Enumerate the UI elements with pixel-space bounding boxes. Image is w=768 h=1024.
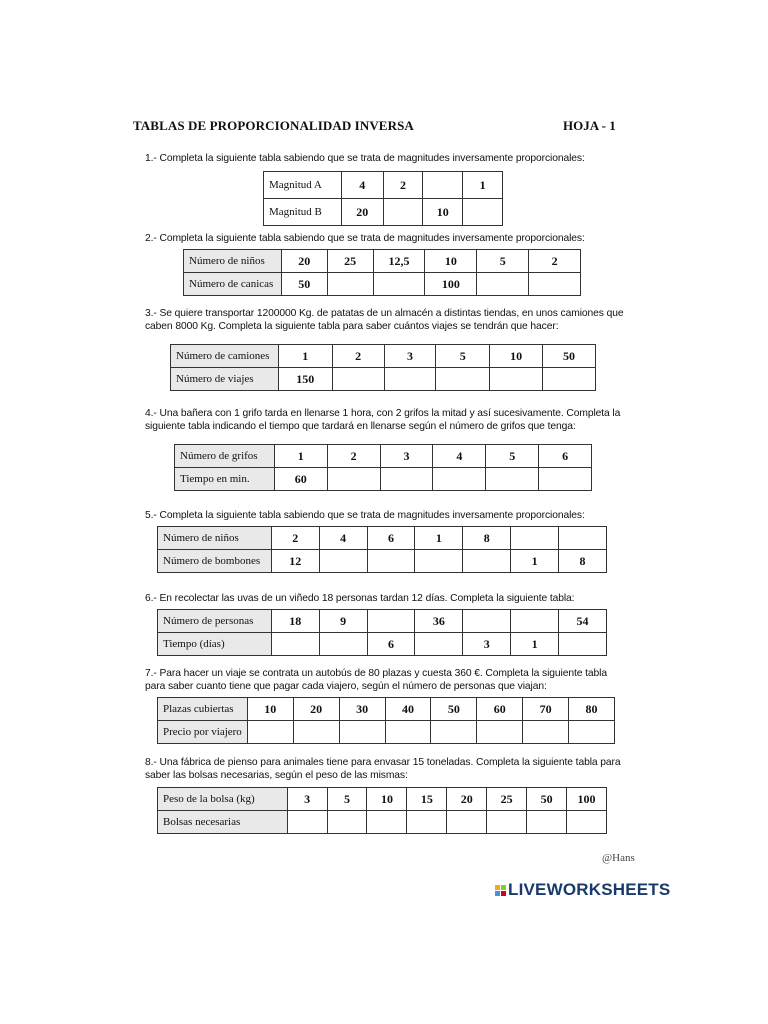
exercise-1-text: 1.- Completa la siguiente tabla sabiendo que se trata de magnitudes inversamente proporcionales: (145, 153, 585, 164)
table-cell: 4 (433, 445, 486, 468)
table-cell: 18 (271, 610, 319, 633)
answer-cell[interactable] (380, 468, 433, 491)
row-label: Número de personas (158, 610, 272, 633)
answer-cell[interactable] (327, 468, 380, 491)
row-label: Número de canicas (184, 273, 282, 296)
exercise-1-table (263, 171, 503, 226)
table-cell: 1 (278, 345, 332, 368)
exercise-4-table (174, 444, 592, 491)
table-cell: 10 (490, 345, 543, 368)
answer-cell[interactable] (293, 721, 339, 744)
row-label: Número de viajes (171, 368, 279, 391)
answer-cell[interactable] (415, 633, 463, 656)
row-label: Precio por viajero (158, 721, 248, 744)
table-cell: 2 (383, 172, 423, 199)
answer-cell[interactable] (447, 811, 487, 834)
answer-cell[interactable] (477, 273, 529, 296)
table-cell: 3 (463, 633, 511, 656)
table-cell: 2 (529, 250, 581, 273)
table-cell: 50 (543, 345, 596, 368)
table-cell: 2 (271, 527, 319, 550)
answer-cell[interactable] (367, 550, 415, 573)
table-cell: 150 (278, 368, 332, 391)
answer-cell[interactable] (319, 633, 367, 656)
table-cell: 20 (281, 250, 327, 273)
row-label: Tiempo en min. (175, 468, 275, 491)
answer-cell[interactable] (529, 273, 581, 296)
answer-cell[interactable] (523, 721, 569, 744)
table-cell: 5 (486, 445, 539, 468)
answer-cell[interactable] (487, 811, 527, 834)
table-cell: 12 (271, 550, 319, 573)
table-cell: 54 (559, 610, 607, 633)
table-cell: 12,5 (373, 250, 425, 273)
table-cell: 20 (447, 788, 487, 811)
exercise-2-text: 2.- Completa la siguiente tabla sabiendo que se trata de magnitudes inversamente proporcionales: (145, 233, 585, 244)
table-cell: 20 (293, 698, 339, 721)
row-label: Plazas cubiertas (158, 698, 248, 721)
table-cell: 80 (569, 698, 615, 721)
table-cell: 1 (463, 172, 503, 199)
table-cell: 1 (274, 445, 327, 468)
exercise-5-text: 5.- Completa la siguiente tabla sabiendo que se trata de magnitudes inversamente proporcionales: (145, 510, 585, 521)
answer-cell[interactable] (569, 721, 615, 744)
answer-cell[interactable] (477, 721, 523, 744)
exercise-6-text: 6.- En recolectar las uvas de un viñedo 18 personas tardan 12 días. Completa la siguiente tabla: (145, 593, 575, 604)
answer-cell[interactable] (527, 811, 567, 834)
answer-cell[interactable] (543, 368, 596, 391)
answer-cell[interactable] (384, 368, 436, 391)
liveworksheets-icon (495, 885, 506, 896)
table-cell: 60 (477, 698, 523, 721)
row-label: Número de camiones (171, 345, 279, 368)
table-cell: 1 (511, 550, 559, 573)
table-cell: 4 (341, 172, 383, 199)
table-cell: 8 (559, 550, 607, 573)
row-label: Tiempo (días) (158, 633, 272, 656)
table-cell: 70 (523, 698, 569, 721)
answer-cell[interactable] (327, 273, 373, 296)
exercise-2-table (183, 249, 581, 296)
table-cell: 15 (407, 788, 447, 811)
table-cell: 25 (487, 788, 527, 811)
exercise-3-text: 3.- Se quiere transportar 1200000 Kg. de patatas de un almacén a distintas tiendas, en unos camiones que caben 8000 Kg. Completa la siguiente tabla para saber cuántos viajes se tendrán que hacer: (145, 308, 624, 332)
answer-cell[interactable] (463, 199, 503, 226)
row-label: Número de niños (158, 527, 272, 550)
table-cell: 3 (287, 788, 327, 811)
table-cell: 10 (423, 199, 463, 226)
exercise-8-table (157, 787, 607, 834)
table-cell: 3 (380, 445, 433, 468)
table-cell: 60 (274, 468, 327, 491)
table-cell: 50 (431, 698, 477, 721)
table-cell: 2 (332, 345, 384, 368)
row-label: Número de bombones (158, 550, 272, 573)
page-title: TABLAS DE PROPORCIONALIDAD INVERSA (133, 118, 414, 133)
answer-cell[interactable] (463, 550, 511, 573)
row-label: Magnitud B (264, 199, 342, 226)
row-label: Peso de la bolsa (kg) (158, 788, 288, 811)
table-cell: 50 (281, 273, 327, 296)
sheet-label: HOJA - 1 (563, 118, 616, 133)
table-cell: 6 (367, 527, 415, 550)
table-cell: 40 (385, 698, 431, 721)
exercise-6-table (157, 609, 607, 656)
table-cell: 5 (327, 788, 367, 811)
table-cell: 25 (327, 250, 373, 273)
answer-cell[interactable] (567, 811, 607, 834)
answer-cell[interactable] (436, 368, 490, 391)
answer-cell[interactable] (367, 811, 407, 834)
answer-cell[interactable] (490, 368, 543, 391)
table-cell: 6 (367, 633, 415, 656)
table-cell: 8 (463, 527, 511, 550)
row-label: Número de grifos (175, 445, 275, 468)
answer-cell[interactable] (433, 468, 486, 491)
answer-cell[interactable] (339, 721, 385, 744)
table-cell: 9 (319, 610, 367, 633)
table-cell: 5 (436, 345, 490, 368)
answer-cell[interactable] (559, 633, 607, 656)
table-cell: 20 (341, 199, 383, 226)
answer-cell[interactable] (319, 550, 367, 573)
answer-cell[interactable] (463, 610, 511, 633)
brand-text: LIVEWORKSHEETS (508, 880, 671, 899)
exercise-7-table (157, 697, 615, 744)
table-cell: 100 (567, 788, 607, 811)
answer-cell[interactable] (287, 811, 327, 834)
answer-cell[interactable] (539, 468, 592, 491)
row-label: Magnitud A (264, 172, 342, 199)
answer-cell[interactable] (383, 199, 423, 226)
table-cell: 2 (327, 445, 380, 468)
answer-cell[interactable] (327, 811, 367, 834)
answer-cell[interactable] (431, 721, 477, 744)
liveworksheets-logo[interactable] (495, 880, 670, 900)
table-cell: 36 (415, 610, 463, 633)
exercise-8-text: 8.- Una fábrica de pienso para animales tiene para envasar 15 toneladas. Completa la siguiente tabla para saber las bolsas necesarias, según el peso de las mismas: (145, 757, 621, 781)
answer-cell[interactable] (247, 721, 293, 744)
answer-cell[interactable] (423, 172, 463, 199)
answer-cell[interactable] (415, 550, 463, 573)
table-cell: 30 (339, 698, 385, 721)
exercise-3-table (170, 344, 596, 391)
author-signature: @Hans (602, 852, 635, 864)
exercise-5-table (157, 526, 607, 573)
answer-cell[interactable] (559, 527, 607, 550)
answer-cell[interactable] (486, 468, 539, 491)
table-cell: 1 (511, 633, 559, 656)
answer-cell[interactable] (271, 633, 319, 656)
table-cell: 10 (367, 788, 407, 811)
answer-cell[interactable] (332, 368, 384, 391)
table-cell: 5 (477, 250, 529, 273)
table-cell: 10 (425, 250, 477, 273)
answer-cell[interactable] (373, 273, 425, 296)
answer-cell[interactable] (407, 811, 447, 834)
table-cell: 1 (415, 527, 463, 550)
exercise-4-text: 4.- Una bañera con 1 grifo tarda en llenarse 1 hora, con 2 grifos la mitad y así sucesivamente. Completa la siguiente tabla indicando el tiempo que tardará en llenarse según el número de grifos que tenga: (145, 408, 621, 432)
table-cell: 10 (247, 698, 293, 721)
answer-cell[interactable] (511, 610, 559, 633)
answer-cell[interactable] (511, 527, 559, 550)
table-cell: 3 (384, 345, 436, 368)
table-cell: 100 (425, 273, 477, 296)
table-cell: 50 (527, 788, 567, 811)
table-cell: 4 (319, 527, 367, 550)
exercise-7-text: 7.- Para hacer un viaje se contrata un autobús de 80 plazas y cuesta 360 €. Completa la siguiente tabla para saber cuanto tiene que pagar cada viajero, según el número de personas que viajan: (145, 668, 607, 692)
answer-cell[interactable] (385, 721, 431, 744)
row-label: Bolsas necesarias (158, 811, 288, 834)
row-label: Número de niños (184, 250, 282, 273)
answer-cell[interactable] (367, 610, 415, 633)
table-cell: 6 (539, 445, 592, 468)
